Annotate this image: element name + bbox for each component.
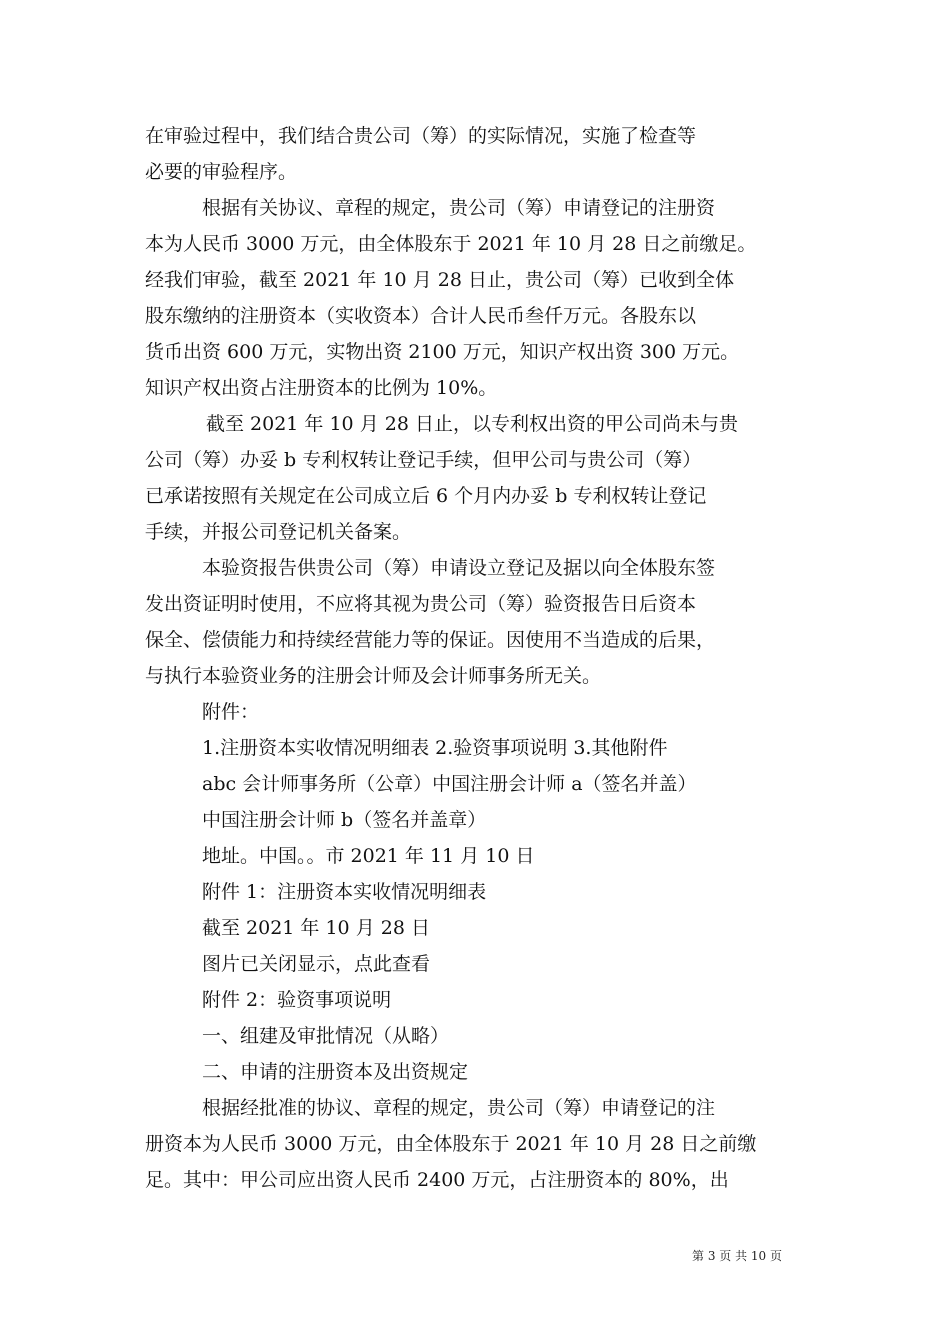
text-line: 公司（筹）办妥 b 专利权转让登记手续，但甲公司与贵公司（筹） [145,449,702,471]
paragraph-start-line: 根据经批准的协议、章程的规定，贵公司（筹）申请登记的注 [202,1097,716,1119]
text-line: 已承诺按照有关规定在公司成立后 6 个月内办妥 b 专利权转让登记 [145,485,707,507]
text-line: 必要的审验程序。 [145,161,298,183]
paragraph-start-line: 截至 2021 年 10 月 28 日止，以专利权出资的甲公司尚未与贵 [206,413,738,435]
text-line: 股东缴纳的注册资本（实收资本）合计人民币叁仟万元。各股东以 [145,305,697,327]
text-line: 知识产权出资占注册资本的比例为 10%。 [145,377,498,399]
text-line: 册资本为人民币 3000 万元，由全体股东于 2021 年 10 月 28 日之前缴 [145,1133,757,1155]
signature-line: abc 会计师事务所（公章）中国注册会计师 a（签名并盖） [202,773,697,795]
text-line: 发出资证明时使用，不应将其视为贵公司（筹）验资报告日后资本 [145,593,697,615]
text-line: 手续，并报公司登记机关备案。 [145,521,412,543]
signature-line: 中国注册会计师 b（签名并盖章） [202,809,487,831]
attachment-title: 附件 2：验资事项说明 [202,989,392,1011]
attachment-list: 1.注册资本实收情况明细表 2.验资事项说明 3.其他附件 [202,737,668,759]
text-line: 保全、偿债能力和持续经营能力等的保证。因使用不当造成的后果， [145,629,716,651]
attachment-title: 附件 1：注册资本实收情况明细表 [202,881,487,903]
section-heading: 一、组建及审批情况（从略） [202,1025,450,1047]
attachment-date: 截至 2021 年 10 月 28 日 [202,917,430,939]
document-body [145,118,810,1198]
section-heading: 二、申请的注册资本及出资规定 [202,1061,469,1083]
attachment-heading: 附件： [202,701,260,723]
page-number: 第 3 页 共 10 页 [692,1249,782,1263]
text-line: 足。其中：甲公司应出资人民币 2400 万元，占注册资本的 80%，出 [145,1169,729,1191]
text-line: 本为人民币 3000 万元，由全体股东于 2021 年 10 月 28 日之前缴足。 [145,233,757,255]
address-date-line: 地址。中国。。市 2021 年 11 月 10 日 [202,845,535,867]
text-line: 在审验过程中，我们结合贵公司（筹）的实际情况，实施了检查等 [145,125,697,147]
image-hidden-link[interactable]: 图片已关闭显示，点此查看 [202,953,431,975]
paragraph-start-line: 本验资报告供贵公司（筹）申请设立登记及据以向全体股东签 [202,557,716,579]
text-line: 经我们审验，截至 2021 年 10 月 28 日止，贵公司（筹）已收到全体 [145,269,734,291]
paragraph-start-line: 根据有关协议、章程的规定，贵公司（筹）申请登记的注册资 [202,197,716,219]
text-line: 与执行本验资业务的注册会计师及会计师事务所无关。 [145,665,602,687]
text-line: 货币出资 600 万元，实物出资 2100 万元，知识产权出资 300 万元。 [145,341,740,363]
